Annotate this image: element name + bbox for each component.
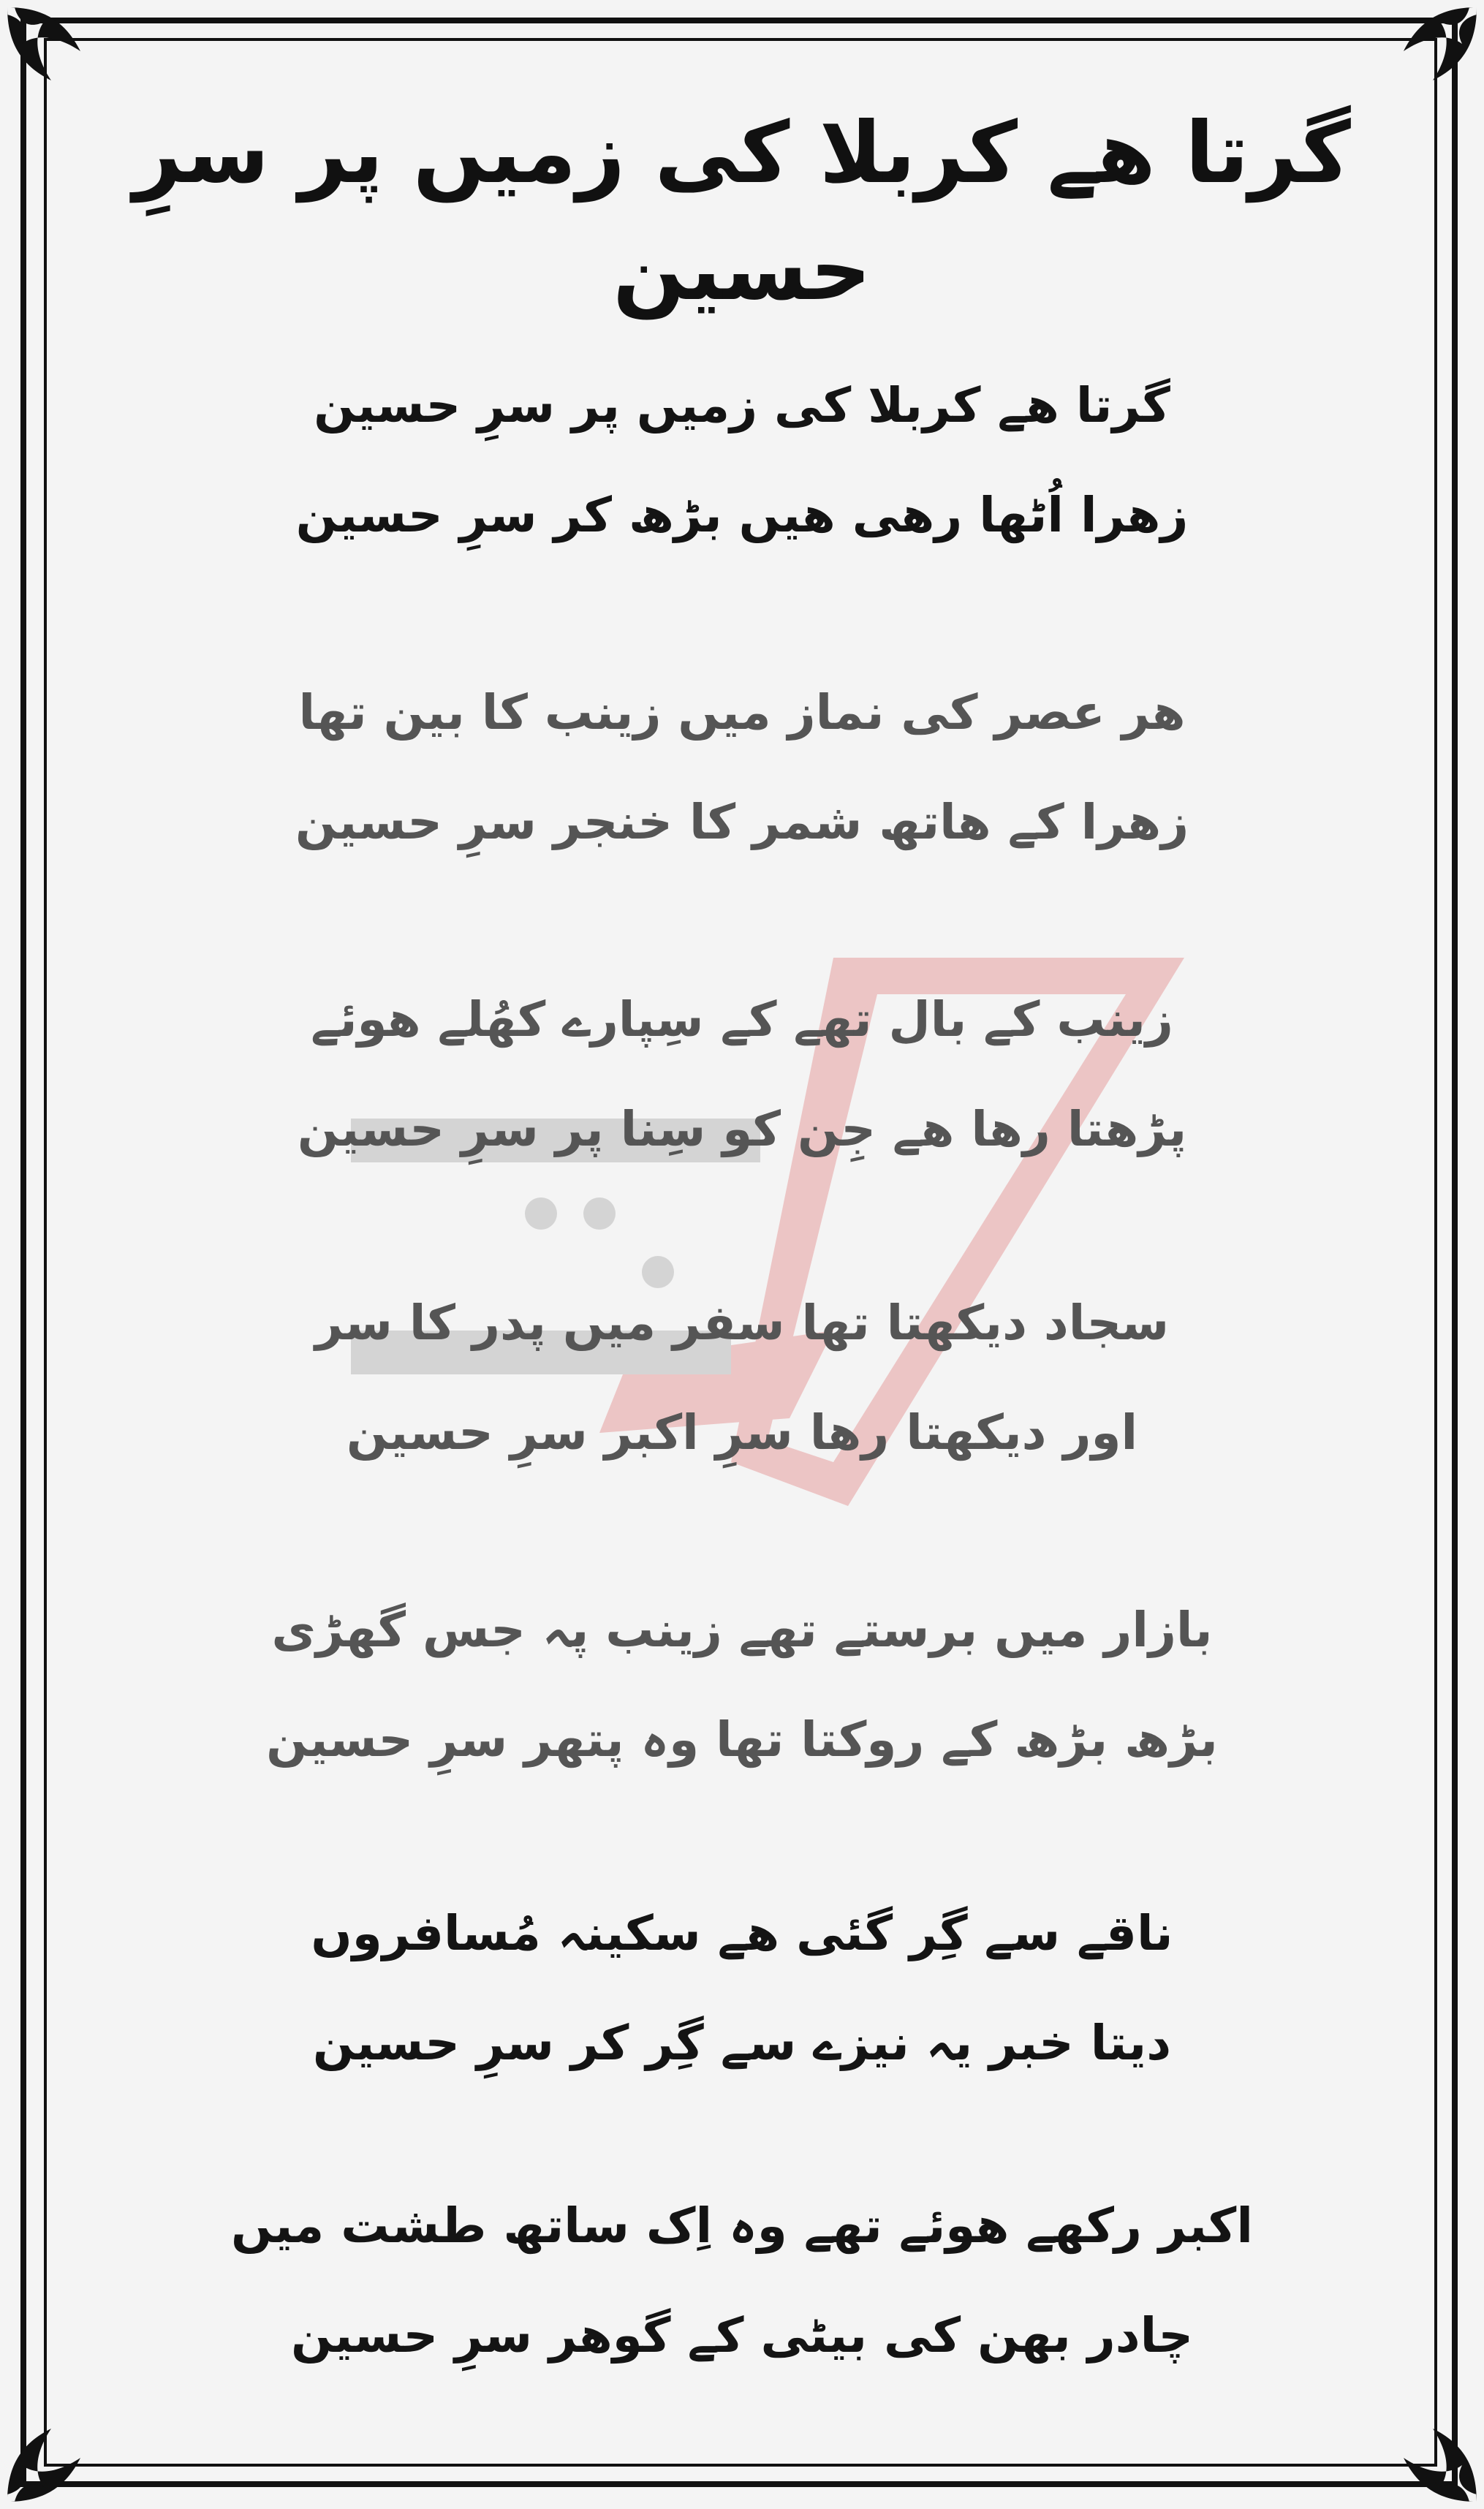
- corner-ornament-icon: [0, 2399, 110, 2509]
- verse-line: اور دیکھتا رھا سرِ اکبر سرِ حسین: [346, 1404, 1138, 1461]
- verse-line: زینب کے بال تھے کے سِپارے کھُلے ھوئے: [311, 991, 1173, 1048]
- verse-line: بڑھ بڑھ کے روکتا تھا وہ پتھر سرِ حسین: [266, 1711, 1218, 1768]
- verse-line: گرتا ھے کربلا کی زمیں پر سرِ حسین: [314, 377, 1170, 434]
- stanza-7: [219, 2171, 1265, 2391]
- stanza-6: [219, 1879, 1265, 2098]
- verse-line: پڑھتا رھا ھے جِن کو سِنا پر سرِ حسین: [297, 1101, 1187, 1157]
- verse-line: چادر بھن کی بیٹی کے گوھر سرِ حسین: [290, 2307, 1194, 2364]
- verse-line: سجاد دیکھتا تھا سفر میں پدر کا سر: [314, 1295, 1170, 1351]
- page-title: گرتا ھے کربلا کی زمیں پر سرِ حسین: [133, 104, 1351, 319]
- verse-line: ناقے سے گِر گئی ھے سکینہ مُسافروں: [311, 1905, 1173, 1961]
- verse-line: دیتا خبر یہ نیزے سے گِر کر سرِ حسین: [312, 2015, 1172, 2071]
- stanza-1: [219, 351, 1265, 570]
- stanza-4: [219, 1268, 1265, 1488]
- verse-line: اکبر رکھے ھوئے تھے وہ اِک ساتھ طشت میں: [231, 2198, 1253, 2254]
- verse-line: بازار میں برستے تھے زینب پہ جس گھڑی: [271, 1602, 1213, 1658]
- corner-ornament-icon: [1374, 0, 1484, 110]
- stanza-2: [219, 658, 1265, 877]
- verse-line: زھرا اُٹھا رھی ھیں بڑھ کر سرِ حسین: [295, 487, 1189, 543]
- stanza-3: [219, 965, 1265, 1184]
- verse-line: زھرا کے ھاتھ شمر کا خنجر سرِ حسین: [295, 794, 1189, 850]
- corner-ornament-icon: [0, 0, 110, 110]
- stanza-5: [219, 1575, 1265, 1795]
- corner-ornament-icon: [1374, 2399, 1484, 2509]
- verse-line: ھر عصر کی نماز میں زینب کا بین تھا: [298, 684, 1186, 741]
